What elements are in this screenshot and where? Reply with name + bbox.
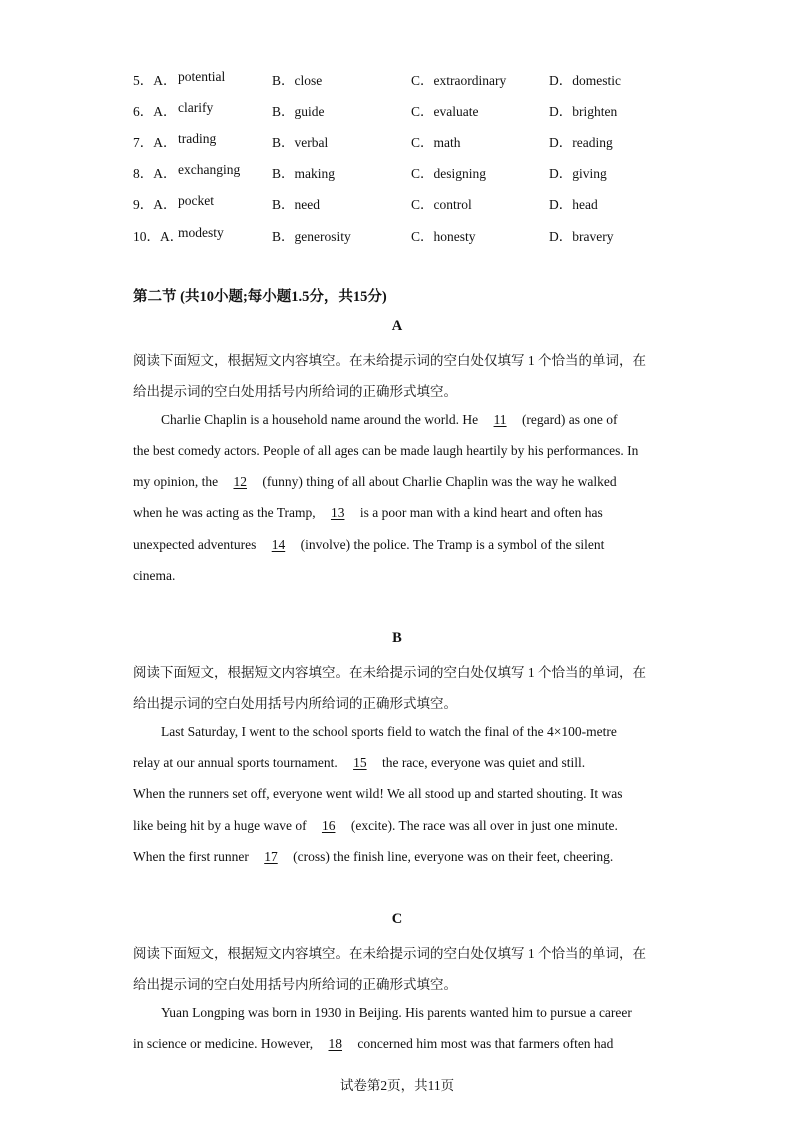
option-b: B．close — [272, 73, 323, 88]
option-d: D．domestic — [549, 73, 621, 88]
text-segment: unexpected adventures — [133, 537, 260, 552]
blank-14: 14 — [271, 537, 286, 552]
option-row-6 — [133, 100, 693, 120]
passage-c-line: Yuan Longping was born in 1930 in Beijing. His parents wanted him to pursue a career — [161, 1005, 632, 1020]
blank-17: 17 — [264, 849, 278, 864]
option-a: exchanging — [178, 162, 241, 177]
text-segment: like being hit by a huge wave of — [133, 818, 310, 833]
passage-b-line — [133, 755, 673, 771]
text-segment: Charlie Chaplin is a household name around the world. He — [161, 412, 482, 427]
option-c: C．evaluate — [411, 104, 479, 119]
option-a: pocket — [178, 193, 214, 208]
passage-c-line — [133, 1036, 673, 1052]
option-d: D．head — [549, 197, 598, 212]
text-segment: concerned him most was that farmers often had — [354, 1036, 614, 1051]
option-b: B．making — [272, 166, 335, 181]
option-d: D．brighten — [549, 104, 618, 119]
passage-a-line: cinema. — [133, 568, 176, 583]
text-segment: (cross) the finish line, everyone was on their feet, cheering. — [289, 849, 614, 864]
instruction-line-2: 给出提示词的空白处用括号内所给词的正确形式填空。 — [133, 977, 457, 992]
question-number: 7．A． — [133, 135, 177, 150]
instruction-line-2: 给出提示词的空白处用括号内所给词的正确形式填空。 — [133, 696, 457, 711]
text-segment: my opinion, the — [133, 474, 222, 489]
option-c: C．control — [411, 197, 472, 212]
option-a: modesty — [178, 225, 224, 240]
blank-15: 15 — [353, 755, 367, 770]
passage-b-line — [133, 818, 673, 834]
option-c: C．designing — [411, 166, 487, 181]
instruction-line-1: 阅读下面短文，根据短文内容填空。在未给提示词的空白处仅填写 1 个恰当的单词，在 — [133, 665, 646, 680]
passage-a-label: A — [391, 318, 403, 334]
passage-b-label: B — [392, 630, 402, 646]
blank-13: 13 — [330, 505, 345, 520]
instruction-line-1: 阅读下面短文，根据短文内容填空。在未给提示词的空白处仅填写 1 个恰当的单词，在 — [133, 353, 646, 368]
text-segment: the race, everyone was quiet and still. — [378, 755, 586, 770]
passage-a-line — [161, 412, 701, 428]
option-b: B．need — [272, 197, 320, 212]
option-c: C．math — [411, 135, 461, 150]
passage-b-line: When the runners set off, everyone went wild! We all stood up and started shouting. It was — [133, 786, 623, 801]
option-a: clarify — [178, 100, 214, 115]
option-b: B．guide — [272, 104, 325, 119]
section-title: 第二节 (共10小题;每小题1.5分，共15分) — [133, 289, 387, 305]
blank-18: 18 — [328, 1036, 343, 1051]
question-number: 9．A． — [133, 197, 177, 212]
passage-a-line: the best comedy actors. People of all ages can be made laugh heartily by his performances. In — [133, 443, 639, 458]
option-b: B．verbal — [272, 135, 329, 150]
option-d: D．bravery — [549, 229, 614, 244]
text-segment: relay at our annual sports tournament. — [133, 755, 342, 770]
text-segment: is a poor man with a kind heart and often has — [356, 505, 603, 520]
page-footer: 试卷第2页，共11页 — [339, 1078, 455, 1093]
text-segment: (excite). The race was all over in just one minute. — [347, 818, 618, 833]
question-number: 10．A． — [133, 229, 184, 244]
passage-a-line — [133, 474, 673, 490]
option-row-7 — [133, 131, 693, 151]
blank-12: 12 — [233, 474, 247, 489]
question-number: 5．A． — [133, 73, 177, 88]
option-a: trading — [178, 131, 217, 146]
passage-c-label: C — [391, 911, 403, 927]
instruction-line-1: 阅读下面短文，根据短文内容填空。在未给提示词的空白处仅填写 1 个恰当的单词，在 — [133, 946, 646, 961]
text-segment: (funny) thing of all about Charlie Chaplin was the way he walked — [259, 474, 617, 489]
question-number: 6．A． — [133, 104, 177, 119]
option-c: C．extraordinary — [411, 73, 507, 88]
text-segment: (regard) as one of — [518, 412, 618, 427]
option-row-9 — [133, 193, 693, 213]
option-d: D．reading — [549, 135, 613, 150]
passage-b-line — [133, 849, 673, 865]
option-a: potential — [178, 69, 226, 84]
question-number: 8．A． — [133, 166, 177, 181]
passage-a-line — [133, 505, 673, 521]
passage-a-line — [133, 537, 673, 553]
option-d: D．giving — [549, 166, 607, 181]
option-c: C．honesty — [411, 229, 476, 244]
instruction-line-2: 给出提示词的空白处用括号内所给词的正确形式填空。 — [133, 384, 457, 399]
text-segment: in science or medicine. However, — [133, 1036, 317, 1051]
text-segment: When the first runner — [133, 849, 253, 864]
blank-16: 16 — [321, 818, 336, 833]
option-b: B．generosity — [272, 229, 351, 244]
option-row-5 — [133, 69, 693, 89]
text-segment: when he was acting as the Tramp, — [133, 505, 319, 520]
blank-11: 11 — [493, 412, 507, 427]
text-segment: (involve) the police. The Tramp is a symbol of the silent — [297, 537, 605, 552]
passage-b-line: Last Saturday, I went to the school sports field to watch the final of the 4×100-metre — [161, 724, 617, 739]
option-row-8 — [133, 162, 693, 182]
option-row-10 — [133, 225, 693, 245]
